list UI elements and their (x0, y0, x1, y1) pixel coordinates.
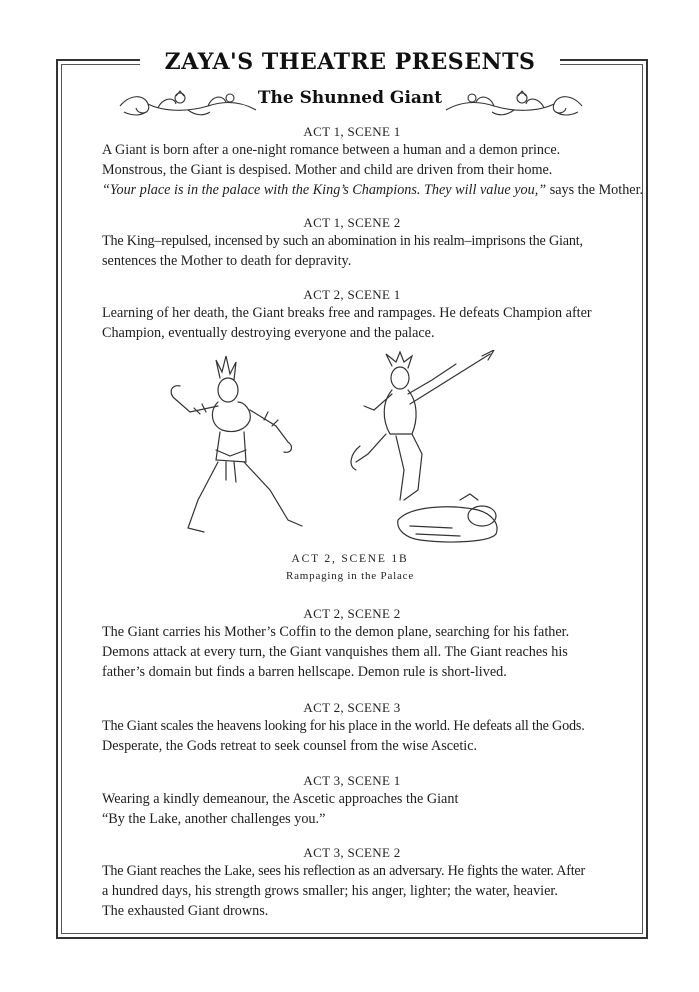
scene-line: Demons attack at every turn, the Giant vanquishes them all. The Giant reaches his (102, 644, 568, 660)
scene-line (102, 180, 644, 200)
scene-heading: ACT 2, SCENE 2 (303, 606, 401, 621)
illustration-caption-title: ACT 2, SCENE 1B (291, 553, 409, 565)
scene-text (102, 303, 602, 343)
champion-figure (386, 352, 412, 368)
play-title: The Shunned Giant (257, 88, 443, 108)
scene-line: Monstrous, the Giant is despised. Mother and child are driven from their home. (102, 162, 553, 178)
scene-text (102, 140, 644, 200)
scene-line: The King–repulsed, incensed by such an abomination in his realm–imprisons the Giant, (102, 233, 583, 249)
page-title: ZAYA'S THEATRE PRESENTS (140, 44, 560, 80)
quote-attribution: says the Mother. (546, 182, 644, 198)
scene-line: Desperate, the Gods retreat to seek counsel from the wise Ascetic. (102, 738, 478, 754)
scene-text (102, 622, 602, 682)
scene-heading: ACT 2, SCENE 1 (303, 287, 401, 302)
scene-line: The exhausted Giant drowns. (102, 903, 269, 919)
scene-heading: ACT 3, SCENE 1 (303, 773, 401, 788)
scene-heading: ACT 1, SCENE 1 (303, 124, 401, 139)
scene-line: “By the Lake, another challenges you.” (102, 811, 326, 827)
spear (410, 350, 494, 404)
scene-line: Wearing a kindly demeanour, the Ascetic approaches the Giant (102, 791, 459, 807)
scene-text (102, 789, 602, 829)
scene-block (102, 845, 602, 921)
scene-line: Learning of her death, the Giant breaks free and rampages. He defeats Champion after (102, 305, 592, 321)
scene-heading: ACT 3, SCENE 2 (303, 845, 401, 860)
scene-line: The Giant scales the heavens looking for his place in the world. He defeats all the Gods. (102, 718, 585, 734)
scene-text (102, 861, 602, 921)
scene-line: Champion, eventually destroying everyone and the palace. (102, 325, 435, 341)
scene-line: A Giant is born after a one-night romance between a human and a demon prince. (102, 142, 561, 158)
mother-quote: “Your place is in the palace with the King’s Champions. They will value you,” (102, 182, 547, 198)
scene-line: father’s domain but finds a barren hellscape. Demon rule is short-lived. (102, 664, 507, 680)
rampage-illustration (160, 350, 510, 550)
scene-block (102, 215, 602, 271)
scene-line: The Giant reaches the Lake, sees his reflection as an adversary. He fights the water. After (102, 863, 585, 879)
scene-block (102, 606, 602, 682)
giant-figure (216, 356, 236, 380)
illustration-caption-text: Rampaging in the Palace (285, 570, 415, 582)
scene-block (102, 700, 602, 756)
scene-block (102, 773, 602, 829)
scene-line: sentences the Mother to death for depravity. (102, 253, 352, 269)
scene-text (102, 231, 602, 271)
scene-text (102, 716, 602, 756)
scene-line: The Giant carries his Mother’s Coffin to the demon plane, searching for his father. (102, 624, 570, 640)
scene-line: a hundred days, his strength grows smaller; his anger, lighter; the water, heavier. (102, 883, 558, 899)
scene-block (102, 287, 602, 343)
scene-heading: ACT 2, SCENE 3 (303, 700, 401, 715)
scene-block (102, 124, 644, 200)
fallen-figure (398, 507, 497, 542)
scene-heading: ACT 1, SCENE 2 (303, 215, 401, 230)
